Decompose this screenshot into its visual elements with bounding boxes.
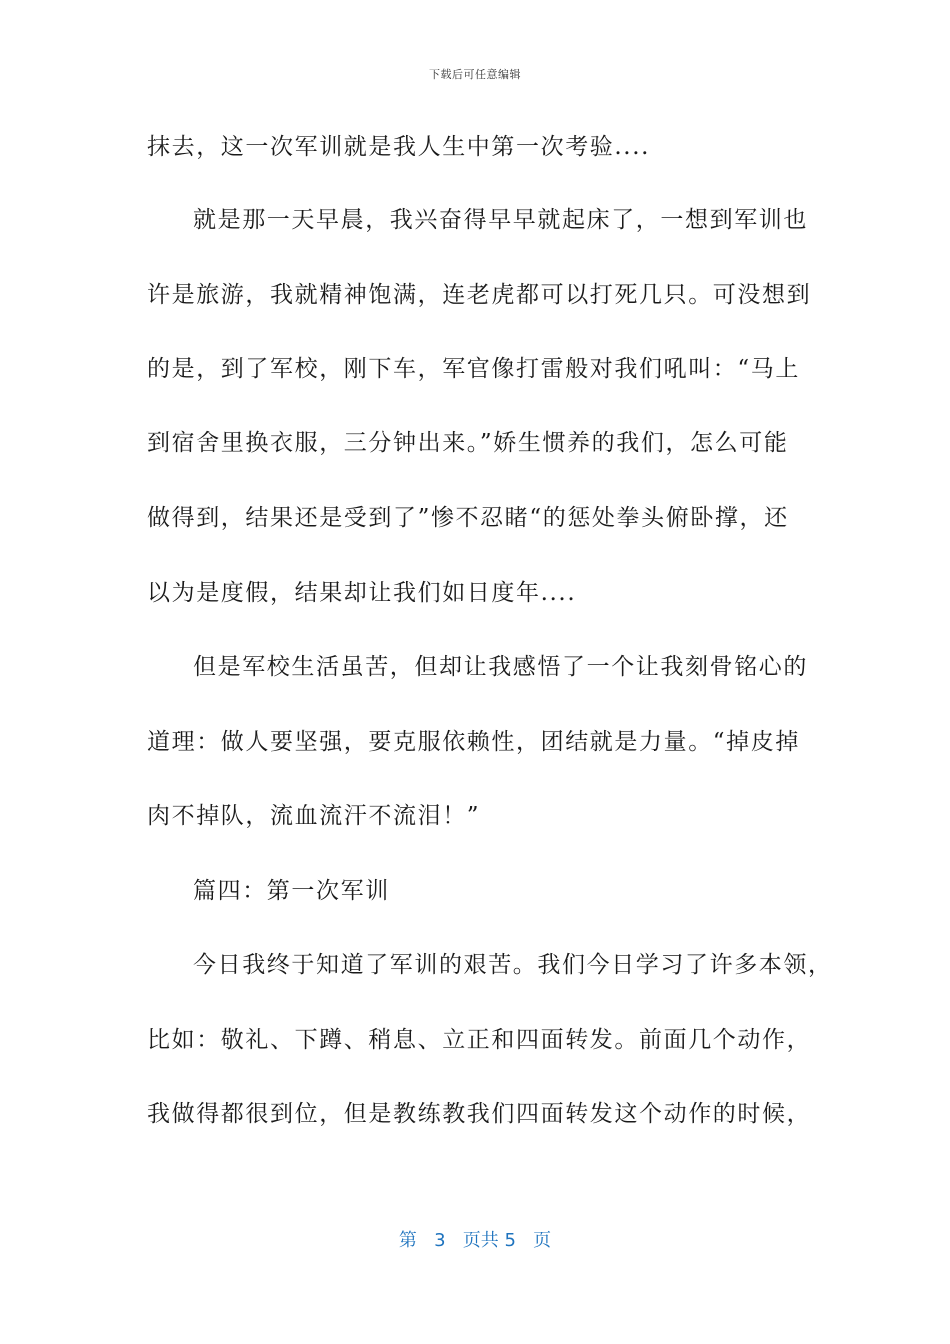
- page-footer: [0, 1226, 950, 1252]
- body-line-2: 就是那一天早晨，我兴奋得早早就起床了，一想到军训也: [193, 207, 808, 233]
- body-line-14: 我做得都很到位，但是教练教我们四面转发这个动作的时候，: [147, 1101, 812, 1127]
- body-line-13: 比如：敬礼、下蹲、稍息、立正和四面转发。前面几个动作，: [147, 1027, 812, 1053]
- body-line-6: 做得到，结果还是受到了”惨不忍睹“的惩处拳头俯卧撑，还: [147, 505, 789, 531]
- footer-middle: 页共: [462, 1230, 499, 1251]
- body-line-8: 但是军校生活虽苦，但却让我感悟了一个让我刻骨铭心的: [193, 654, 808, 680]
- body-line-4: 的是，到了军校，刚下车，军官像打雷般对我们吼叫：“马上: [147, 356, 800, 382]
- body-line-12: 今日我终于知道了军训的艰苦。我们今日学习了许多本领，: [193, 952, 833, 978]
- footer-suffix: 页: [533, 1230, 552, 1251]
- footer-total-pages: 5: [504, 1230, 516, 1251]
- body-line-1: 抹去，这一次军训就是我人生中第一次考验....: [147, 134, 651, 160]
- page-header: 下载后可任意编辑: [429, 68, 521, 81]
- body-line-3: 许是旅游，我就精神饱满，连老虎都可以打死几只。可没想到: [147, 282, 812, 308]
- body-line-5: 到宿舍里换衣服，三分钟出来。”娇生惯养的我们，怎么可能: [147, 430, 789, 456]
- body-line-9: 道理：做人要坚强，要克服依赖性，团结就是力量。“掉皮掉: [147, 729, 800, 755]
- body-line-7: 以为是度假，结果却让我们如日度年....: [147, 580, 577, 606]
- footer-prefix: 第: [398, 1230, 417, 1251]
- section-heading: 篇四：第一次军训: [193, 878, 390, 904]
- body-line-10: 肉不掉队，流血流汗不流泪！”: [147, 803, 481, 829]
- footer-current-page: 3: [434, 1230, 446, 1251]
